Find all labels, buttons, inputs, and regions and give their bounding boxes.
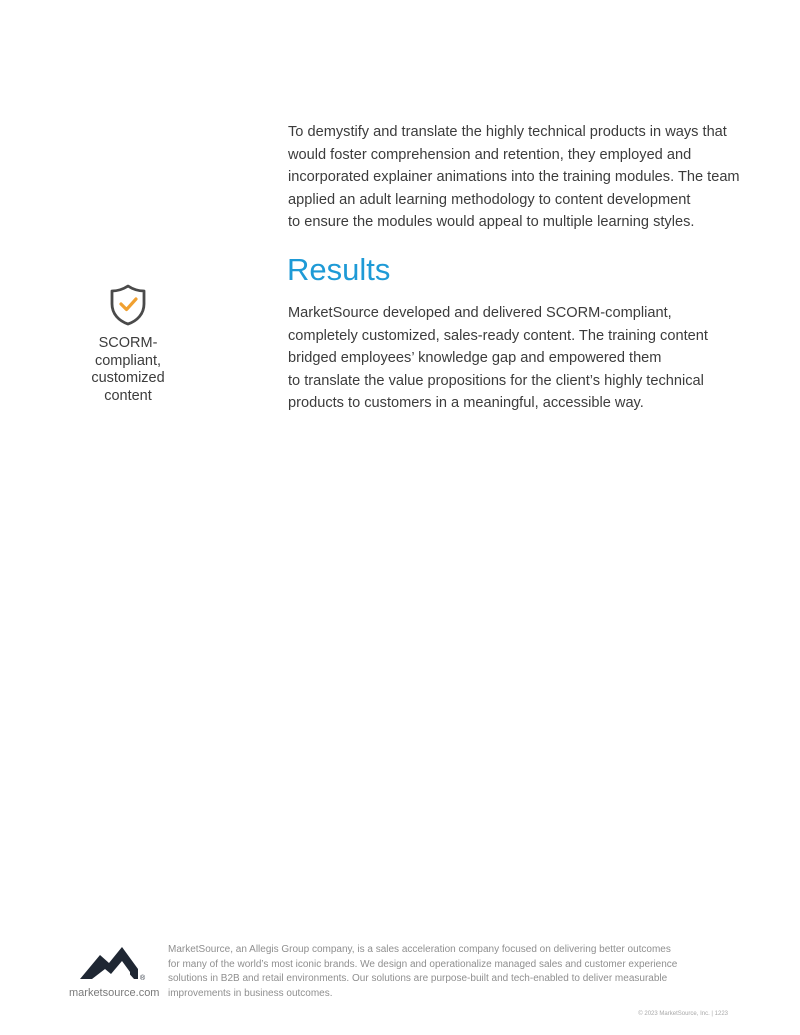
results-line: to translate the value propositions for the client’s highly technical: [288, 372, 704, 389]
badge-label: [72, 335, 184, 405]
footer-line: for many of the world’s most iconic brands. We design and operationalize managed sales and customer experience: [168, 958, 678, 970]
intro-line: To demystify and translate the highly technical products in ways that: [288, 124, 727, 140]
footer-line: improvements in business outcomes.: [168, 987, 333, 999]
results-line: bridged employees’ knowledge gap and empowered them: [288, 350, 662, 367]
badge-label-line: customized: [91, 370, 165, 386]
badge-label-line: compliant,: [94, 352, 162, 369]
results-line: completely customized, sales-ready content. The training content: [288, 327, 708, 344]
website-link[interactable]: marketsource.com: [69, 987, 160, 999]
scorm-badge: [72, 283, 184, 405]
results-line: products to customers in a meaningful, accessible way.: [288, 395, 644, 412]
footer-line: solutions in B2B and retail environments. Our solutions are purpose-built and tech-enabled to deliver measurable: [168, 973, 668, 984]
intro-line: to ensure the modules would appeal to multiple learning styles.: [288, 214, 695, 231]
intro-line: applied an adult learning methodology to content development: [288, 191, 691, 208]
results-line: MarketSource developed and delivered SCORM-compliant,: [288, 305, 672, 321]
marketsource-logo: [78, 943, 150, 983]
footer-line: MarketSource, an Allegis Group company, is a sales acceleration company focused on delivering better outcomes: [168, 944, 671, 955]
badge-label-line: SCORM-: [98, 335, 158, 351]
intro-paragraph: [288, 121, 740, 234]
intro-line: would foster comprehension and retention, they employed and: [288, 146, 692, 163]
svg-text:®: ®: [140, 975, 146, 982]
shield-check-icon: [108, 283, 148, 327]
copyright-notice: © 2023 MarketSource, Inc. | 1223: [638, 1011, 728, 1017]
results-paragraph: [288, 302, 718, 415]
company-description: [168, 943, 708, 1001]
results-heading: Results: [287, 252, 391, 287]
intro-line: incorporated explainer animations into the training modules. The team: [288, 169, 740, 186]
badge-label-line: content: [104, 387, 152, 404]
